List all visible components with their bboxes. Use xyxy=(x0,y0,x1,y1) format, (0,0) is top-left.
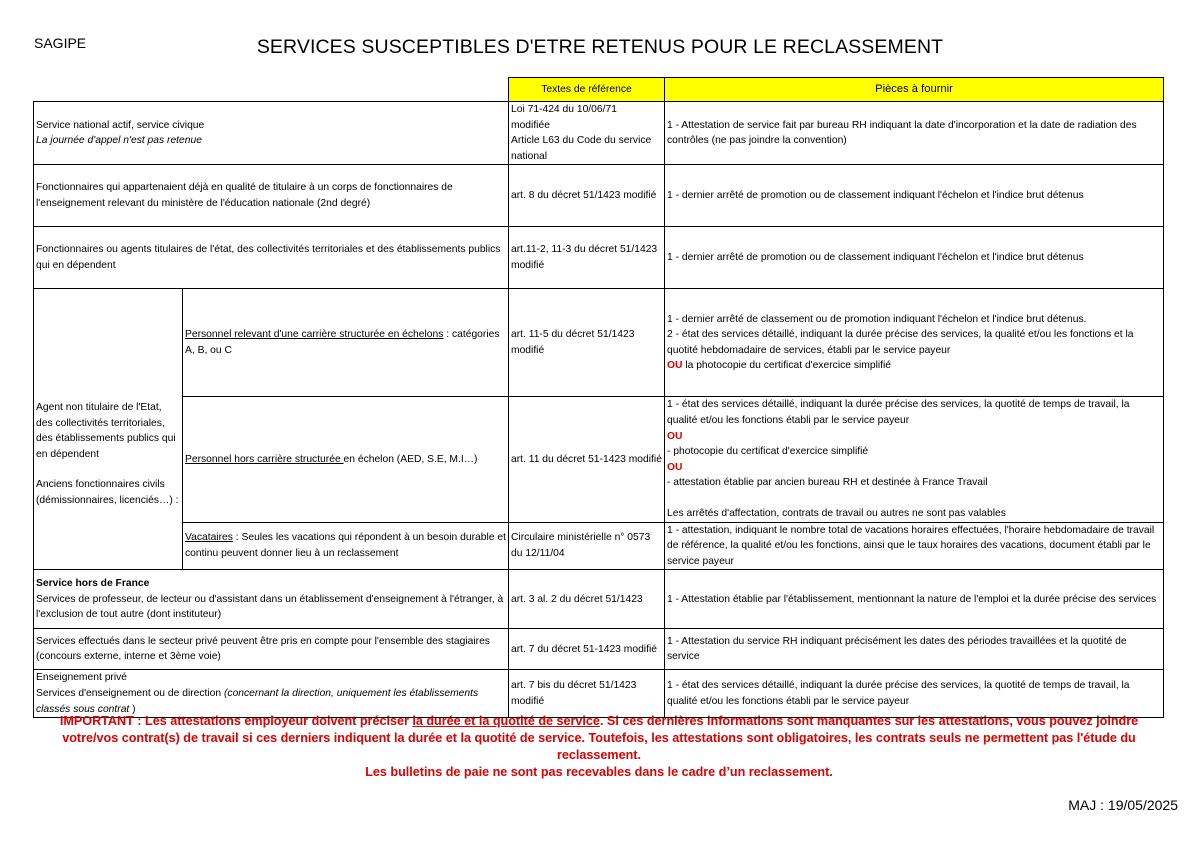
table-row xyxy=(34,227,1164,289)
col-header-textes: Textes de référence xyxy=(509,78,665,102)
table-row xyxy=(34,289,1164,397)
sub-category-title: Personnel hors carrière structurée xyxy=(185,453,344,465)
pieces-line: 1 - état des services détaillé, indiquant la durée précise des services, la quotité de temps de travail, la qualité et/ou les fonctions établi par le service payeur xyxy=(667,399,1130,426)
table-row xyxy=(34,165,1164,227)
table-row xyxy=(34,670,1164,718)
table-row xyxy=(34,102,1164,165)
textes-cell: art. 11 du décret 51-1423 modifié xyxy=(509,397,665,522)
pieces-cell: 1 - dernier arrêté de promotion ou de classement indiquant l'échelon et l'indice brut détenus xyxy=(665,165,1164,227)
header-row xyxy=(34,78,1164,102)
service-cell: Fonctionnaires qui appartenaient déjà en qualité de titulaire à un corps de fonctionnaires de l'enseignement relevant du ministère de l'éducation nationale (2nd degré) xyxy=(34,165,509,227)
service-title: Enseignement privé xyxy=(36,672,128,684)
textes-cell: art. 7 bis du décret 51/1423 modifié xyxy=(509,670,665,718)
col-header-pieces: Pièces à fournir xyxy=(665,78,1164,102)
pieces-cell: 1 - attestation, indiquant le nombre total de vacations horaires effectuées, l'horaire hebdomadaire de travail de référence, la qualité et/ou les fonctions, ainsi que le taux horaires des vacations, document établi par le service payeur xyxy=(665,522,1164,570)
pieces-cell: 1 - Attestation établie par l'établissement, mentionnant la nature de l'emploi et la durée précise des services xyxy=(665,570,1164,629)
important-notice xyxy=(34,713,1164,781)
pieces-cell: 1 - Attestation du service RH indiquant précisément les dates des périodes travaillées et la quotité de service xyxy=(665,629,1164,670)
pieces-cell xyxy=(665,289,1164,397)
textes-line: Article L63 du Code du service xyxy=(511,135,652,147)
or-label: OU xyxy=(667,360,683,372)
textes-cell xyxy=(509,102,665,165)
sub-category-cell xyxy=(183,289,509,397)
pieces-cell: 1 - Attestation de service fait par bureau RH indiquant la date d'incorporation et la date de radiation des contrôles (ne pas joindre la convention) xyxy=(665,102,1164,165)
pieces-line: 1 - dernier arrêté de classement ou de promotion indiquant l'échelon et l'indice brut détenus. xyxy=(667,313,1087,325)
table-row xyxy=(34,397,1164,522)
service-title: Service hors de France xyxy=(36,577,150,589)
important-text-rest: . Si ces dernières informations sont manquantes sur les attestations, vous pouvez joindre votre/vos contrat(s) de travail si ces derniers indiquent la durée et la quotité de service. Toutefois, les attestations sont obligatoires, les contrats seuls ne permettent pas l'étude du reclassement. xyxy=(62,714,1139,762)
pieces-line: la photocopie du certificat d'exercice simplifié xyxy=(682,360,892,372)
service-cell xyxy=(34,670,509,718)
update-date: MAJ : 19/05/2025 xyxy=(1068,797,1178,813)
sub-category-detail: : Seules les vacations qui répondent à un besoin durable et continu peuvent donner lieu à un reclassement xyxy=(185,532,506,559)
pieces-note: Les arrêtés d'affectation, contrats de travail ou autres ne sont pas valables xyxy=(667,507,1006,519)
payslip-notice: Les bulletins de paie ne sont pas recevables dans le cadre d’un reclassement. xyxy=(365,765,833,779)
sub-category-detail: en échelon (AED, S.E, M.I…) xyxy=(343,453,478,465)
agent-group-label: Agent non titulaire de l'Etat, des collectivités territoriales, des établissements publics qui en dépendent xyxy=(36,402,176,460)
sub-category-title: Vacataires xyxy=(185,532,233,544)
service-text-end: ) xyxy=(132,703,136,715)
textes-cell: art. 3 al. 2 du décret 51/1423 xyxy=(509,570,665,629)
former-officials-label: Anciens fonctionnaires civils (démissionnaires, licenciés…) : xyxy=(36,479,179,507)
textes-line: national xyxy=(511,150,548,162)
textes-line: modifiée xyxy=(511,119,550,131)
sub-category-cell xyxy=(183,522,509,570)
service-text: Services d'enseignement ou de direction xyxy=(36,687,224,699)
textes-line: Loi 71-424 du 10/06/71 xyxy=(511,104,617,115)
pieces-line: - attestation établie par ancien bureau RH et destinée à France Travail xyxy=(667,477,988,489)
important-emphasis: la durée et la quotité de service xyxy=(412,714,600,728)
pieces-line: - photocopie du certificat d'exercice simplifié xyxy=(667,446,869,458)
textes-cell: art. 8 du décret 51/1423 modifié xyxy=(509,165,665,227)
header-blank xyxy=(34,78,509,102)
organization-label: SAGIPE xyxy=(34,35,87,51)
pieces-line: 2 - état des services détaillé, indiquant la durée précise des services, la qualité et/ou les fonctions et la quotité hebdomadaire de services, établi par le service payeur xyxy=(667,329,1134,356)
sub-category-title: Personnel relevant d'une carrière structurée en échelons xyxy=(185,329,444,341)
textes-cell: art. 11-5 du décret 51/1423 modifié xyxy=(509,289,665,397)
service-cell: Services effectués dans le secteur privé peuvent être pris en compte pour l'ensemble des stagiaires (concours externe, interne et 3ème voie) xyxy=(34,629,509,670)
textes-cell: art.11-2, 11-3 du décret 51/1423 modifié xyxy=(509,227,665,289)
or-label: OU xyxy=(667,461,683,473)
pieces-cell: 1 - dernier arrêté de promotion ou de classement indiquant l'échelon et l'indice brut détenus xyxy=(665,227,1164,289)
page-title: SERVICES SUSCEPTIBLES D'ETRE RETENUS POUR LE RECLASSEMENT xyxy=(256,36,944,58)
sub-category-detail: : catégories A, B, ou C xyxy=(185,329,500,356)
pieces-cell: 1 - état des services détaillé, indiquant la durée précise des services, la quotité de temps de travail, la qualité et/ou les fonctions établi par le service payeur xyxy=(665,670,1164,718)
service-cell xyxy=(34,570,509,629)
service-note: (concernant la direction, uniquement les établissements classés sous contrat xyxy=(36,687,479,715)
service-text: Services de professeur, de lecteur ou d'assistant dans un établissement d'enseignement à l'étranger, à l'exclusion de tout autre (dont instituteur) xyxy=(36,593,504,621)
important-text: IMPORTANT : Les attestations employeur doivent préciser xyxy=(59,714,413,728)
table-row xyxy=(34,522,1164,570)
table-row xyxy=(34,629,1164,670)
table-row xyxy=(34,570,1164,629)
service-note: La journée d'appel n'est pas retenue xyxy=(36,135,202,147)
pieces-cell xyxy=(665,397,1164,522)
service-cell xyxy=(34,102,509,165)
services-table xyxy=(33,77,1164,718)
service-cell: Fonctionnaires ou agents titulaires de l'état, des collectivités territoriales et des établissements publics qui en dépendent xyxy=(34,227,509,289)
sub-category-cell xyxy=(183,397,509,522)
agent-group-cell xyxy=(34,289,183,570)
service-text: Service national actif, service civique xyxy=(36,119,205,131)
or-label: OU xyxy=(667,430,683,442)
textes-cell: Circulaire ministérielle n° 0573 du 12/11/04 xyxy=(509,522,665,570)
textes-cell: art. 7 du décret 51-1423 modifié xyxy=(509,629,665,670)
